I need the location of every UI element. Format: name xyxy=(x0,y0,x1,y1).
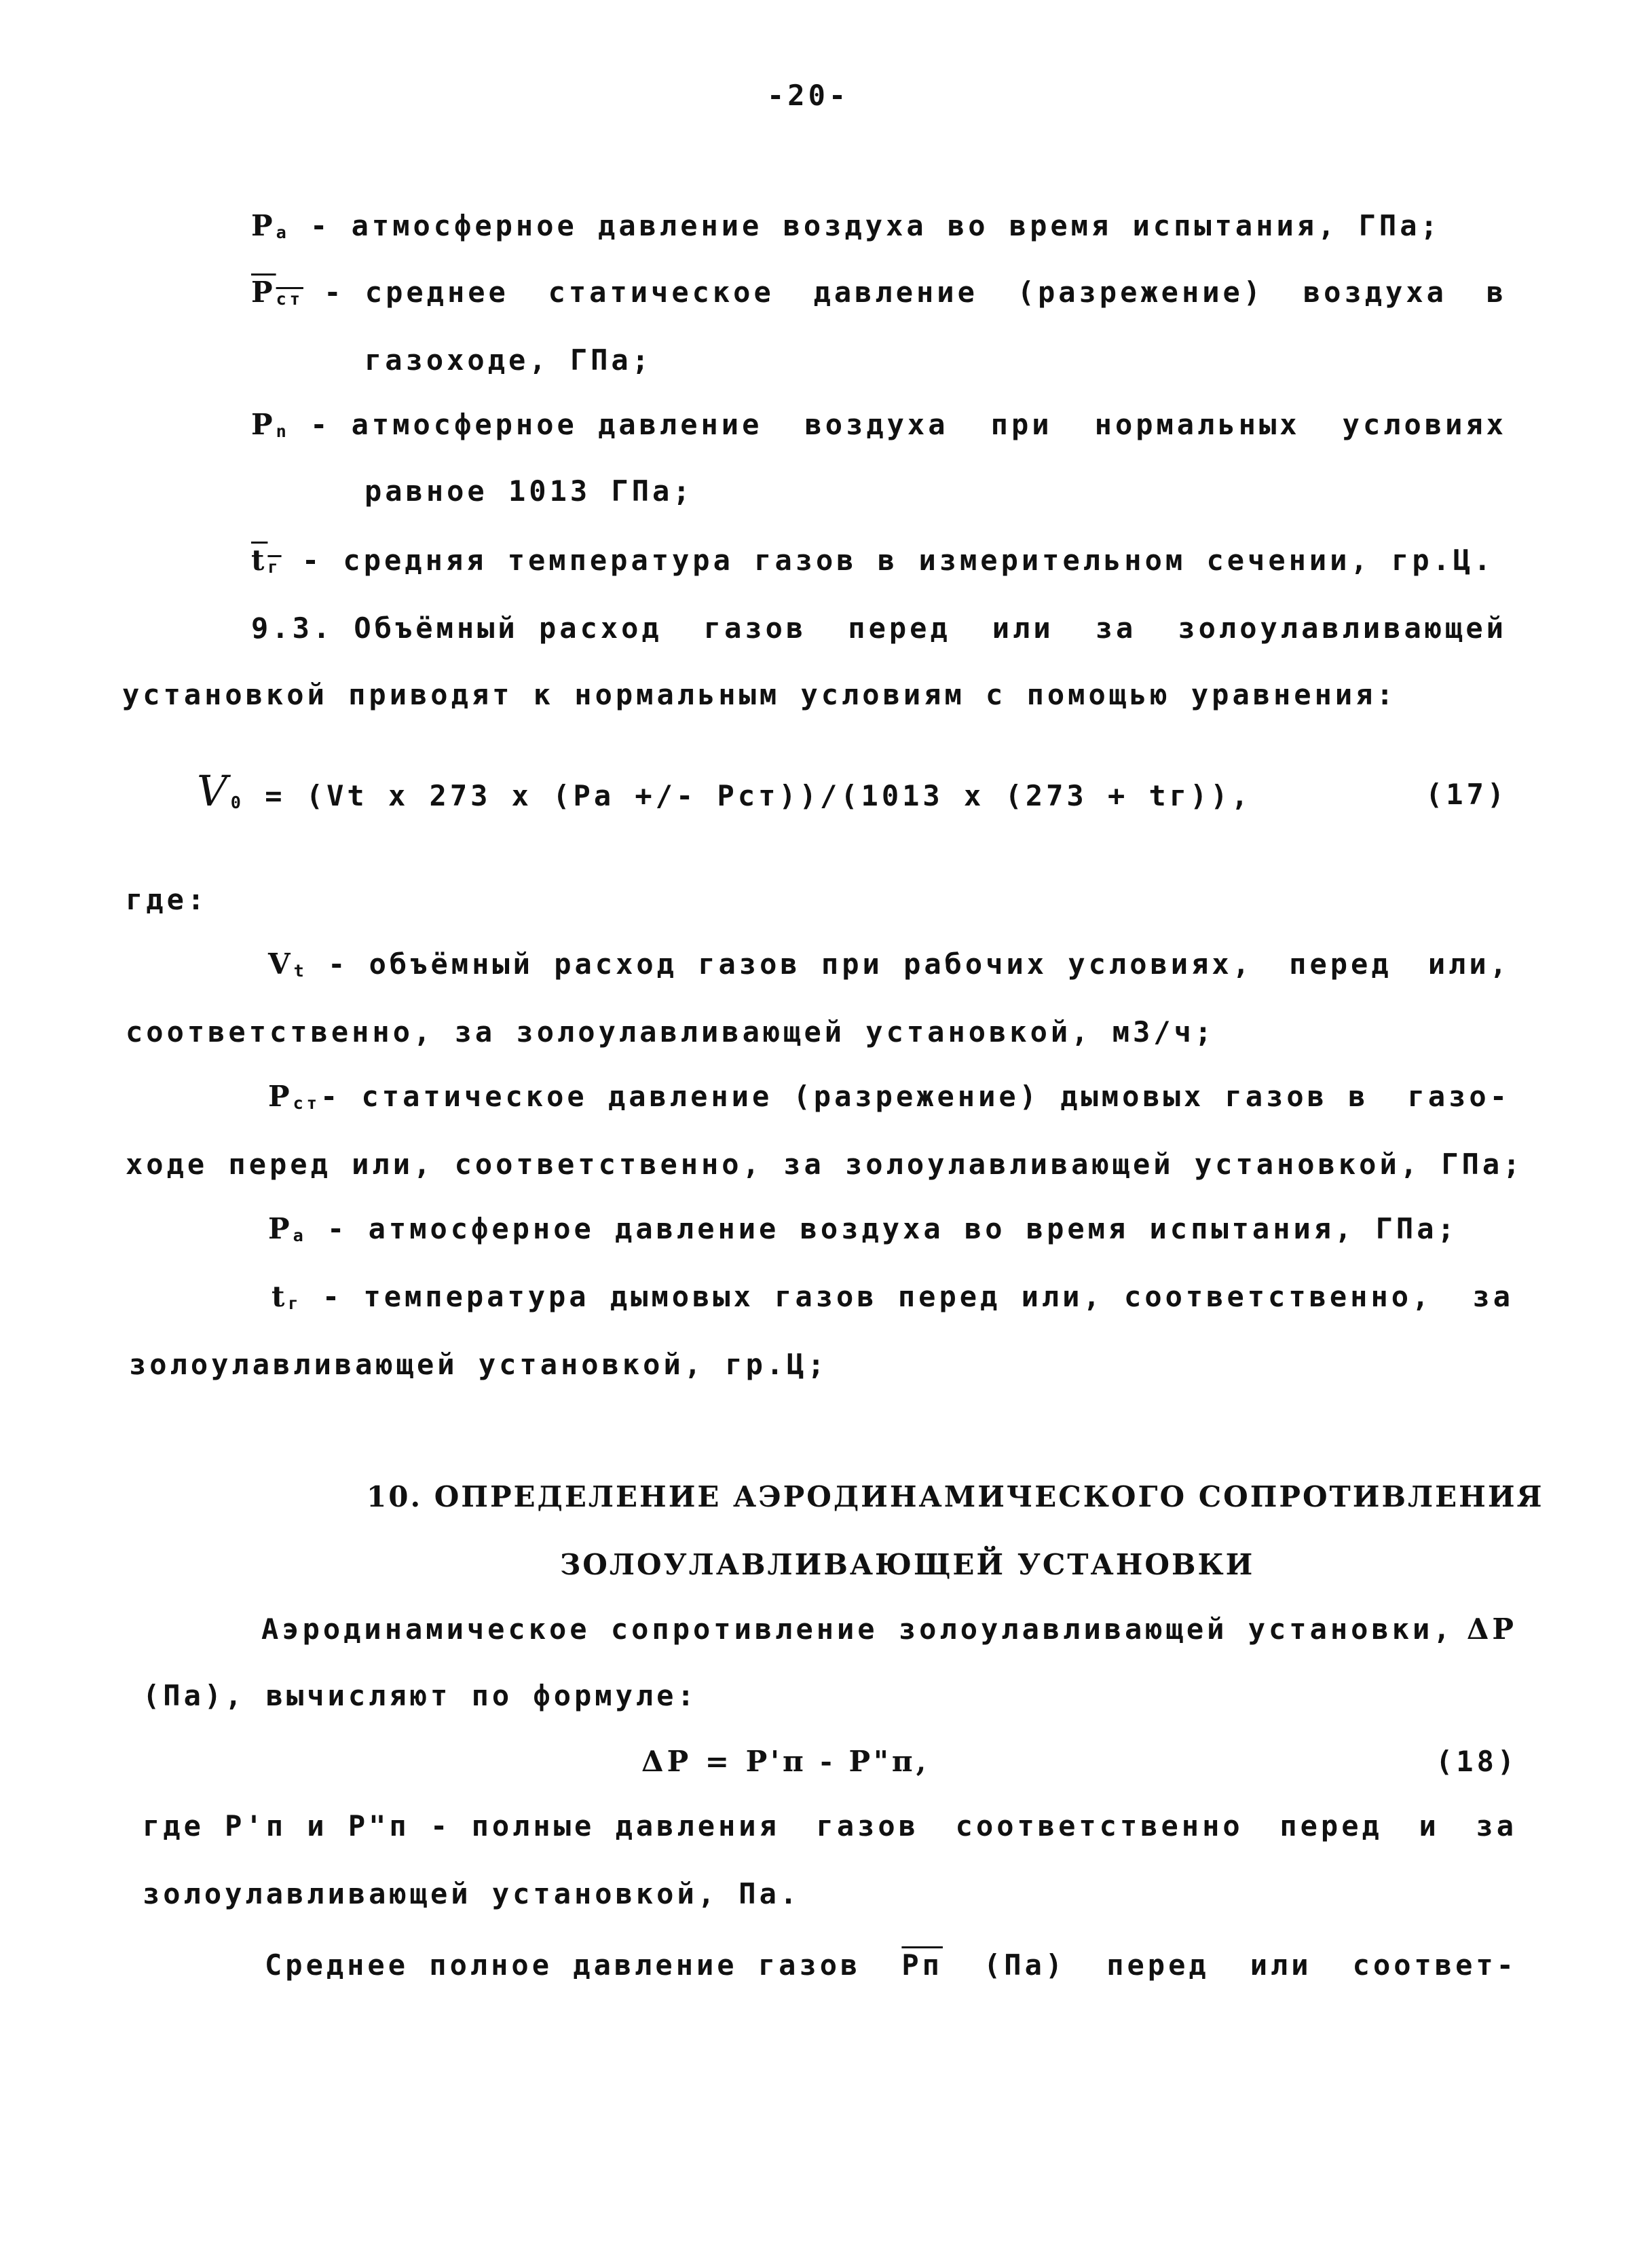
para-9-3-line2: установкой приводят к нормальным условиям с помощью уравнения: xyxy=(122,678,1397,711)
def2-pst-cont: ходе перед или, соответственно, за золоулавливающей установкой, ГПа; xyxy=(126,1148,1524,1181)
last-line xyxy=(265,1948,1517,1982)
tg2-word: - температура дымовых газов перед или, соответственно, xyxy=(322,1280,1433,1313)
def2-pa-line xyxy=(268,1212,1458,1245)
pn-subscript: n xyxy=(276,421,290,441)
formula-18: ΔP = P'п - P"п, xyxy=(641,1745,930,1778)
where-18-line1 xyxy=(143,1809,1517,1842)
vt-term xyxy=(268,947,1253,981)
para-word: газов xyxy=(703,611,807,645)
section-heading-line2: ЗОЛОУЛАВЛИВАЮЩЕЙ УСТАНОВКИ xyxy=(560,1548,1255,1581)
delta-p-symbol: ΔP xyxy=(1466,1612,1517,1646)
pst-word: в xyxy=(1486,276,1507,309)
section-p1-line2: (Па), вычисляют по формуле: xyxy=(143,1679,698,1712)
where-18-word: и xyxy=(1419,1809,1440,1842)
pa-subscript: a xyxy=(276,222,290,242)
pn-word: нормальных xyxy=(1094,408,1301,441)
pn-mean-symbol: Pп xyxy=(901,1948,943,1982)
pst2-word: - статическое давление (разрежение) дымовых газов в xyxy=(320,1080,1369,1113)
pa-symbol: P xyxy=(251,209,276,242)
pa2-definition: - атмосферное давление воздуха во время испытания, ГПа; xyxy=(306,1212,1458,1245)
pst-word: - среднее xyxy=(324,276,509,309)
formula-18-number: (18) xyxy=(1436,1745,1518,1778)
last-word: или xyxy=(1250,1948,1312,1982)
tg-symbol: $\overline{t}$ xyxy=(251,544,268,577)
pn-word: при xyxy=(990,408,1053,441)
pst-word: давление xyxy=(813,276,978,309)
tg2-subscript: г xyxy=(288,1293,302,1313)
formula-17-number: (17) xyxy=(1425,778,1508,811)
pa2-symbol: P xyxy=(268,1212,293,1245)
pst-word: статическое xyxy=(548,276,774,309)
where-18-word: перед xyxy=(1279,1809,1383,1842)
pst2-term xyxy=(268,1082,1369,1112)
pn-symbol: P xyxy=(251,408,276,441)
def-tg-line xyxy=(251,546,1494,575)
pst-word: (разрежение) xyxy=(1017,276,1265,309)
tg2-symbol: t xyxy=(272,1280,288,1313)
pn-word: - атмосферное давление xyxy=(310,408,763,441)
def2-pst-line xyxy=(268,1082,1510,1112)
v0-subscript: 0 xyxy=(230,792,244,812)
last-word: перед xyxy=(1106,1948,1210,1982)
where-18-word: за xyxy=(1476,1809,1517,1842)
page-number: -20- xyxy=(767,79,850,112)
para-word: перед xyxy=(848,611,951,645)
p1-word: Аэродинамическое сопротивление золоулавливающей установки, xyxy=(261,1612,1454,1646)
pst-term xyxy=(251,278,509,307)
tg2-word: за xyxy=(1472,1280,1514,1313)
pn-word: воздуха xyxy=(804,408,949,441)
pa2-subscript: a xyxy=(293,1225,307,1245)
para-word: за xyxy=(1095,611,1137,645)
def2-tg-cont: золоулавливающей установкой, гр.Ц; xyxy=(129,1348,828,1381)
last-word: Среднее полное давление газов xyxy=(265,1948,861,1982)
where-18-word: где P'п и P"п - полные давления xyxy=(143,1809,780,1842)
pst-subscript: ст xyxy=(276,288,303,309)
last-word: (Па) xyxy=(984,1948,1066,1982)
def2-vt-cont: соответственно, за золоулавливающей установкой, м3/ч; xyxy=(126,1015,1216,1048)
where-18-word: газов xyxy=(816,1809,919,1842)
pa-definition: - атмосферное давление воздуха во время испытания, ГПа; xyxy=(289,209,1441,242)
where-label: где: xyxy=(126,883,208,916)
v0-symbol: V xyxy=(197,766,231,816)
pst-word: воздуха xyxy=(1303,276,1447,309)
where-18-line2: золоулавливающей установкой, Па. xyxy=(143,1877,801,1910)
def2-vt-line xyxy=(268,947,1510,981)
def-pst-cont: газоходе, ГПа; xyxy=(364,343,653,377)
last-word: соответ- xyxy=(1352,1948,1517,1982)
pst2-symbol: P xyxy=(268,1080,293,1113)
def-pa-line xyxy=(251,209,1441,242)
where-18-word: соответственно xyxy=(955,1809,1243,1842)
pn-term xyxy=(251,408,763,441)
tg-subscript: г xyxy=(267,556,282,577)
pst2-subscript: ст xyxy=(293,1093,320,1113)
vt-word: или, xyxy=(1427,947,1510,981)
vt-word: - объёмный расход газов при рабочих условиях, xyxy=(328,947,1253,981)
section-heading-line1: 10. ОПРЕДЕЛЕНИЕ АЭРОДИНАМИЧЕСКОГО СОПРОТИВЛЕНИЯ xyxy=(367,1480,1544,1513)
para-word: 9.3. Объёмный расход xyxy=(251,611,662,645)
pst-symbol: $\overline{P}$ xyxy=(251,276,276,309)
pst2-word: газо- xyxy=(1407,1080,1510,1113)
tg-definition: - средняя температура газов в измерительном сечении, гр.Ц. xyxy=(281,544,1495,577)
para-word: золоулавливающей xyxy=(1178,611,1507,645)
formula-17-expr: = (Vt x 273 x (Pa +/- Pст))/(1013 x (273 + tг)), xyxy=(244,779,1252,812)
pn-word: условиях xyxy=(1342,408,1507,441)
para-9-3-line1 xyxy=(251,611,1507,645)
section-p1-line1 xyxy=(261,1612,1517,1646)
def2-tg-line xyxy=(272,1280,1514,1313)
vt-subscript: t xyxy=(293,960,307,981)
formula-17 xyxy=(197,766,1252,816)
def-pst-line xyxy=(251,278,1507,307)
para-word: или xyxy=(992,611,1054,645)
vt-symbol: V xyxy=(268,947,294,981)
def-pn-line xyxy=(251,408,1507,441)
def-pn-cont: равное 1013 ГПа; xyxy=(364,474,694,508)
tg2-term xyxy=(272,1280,1433,1313)
vt-word: перед xyxy=(1289,947,1392,981)
